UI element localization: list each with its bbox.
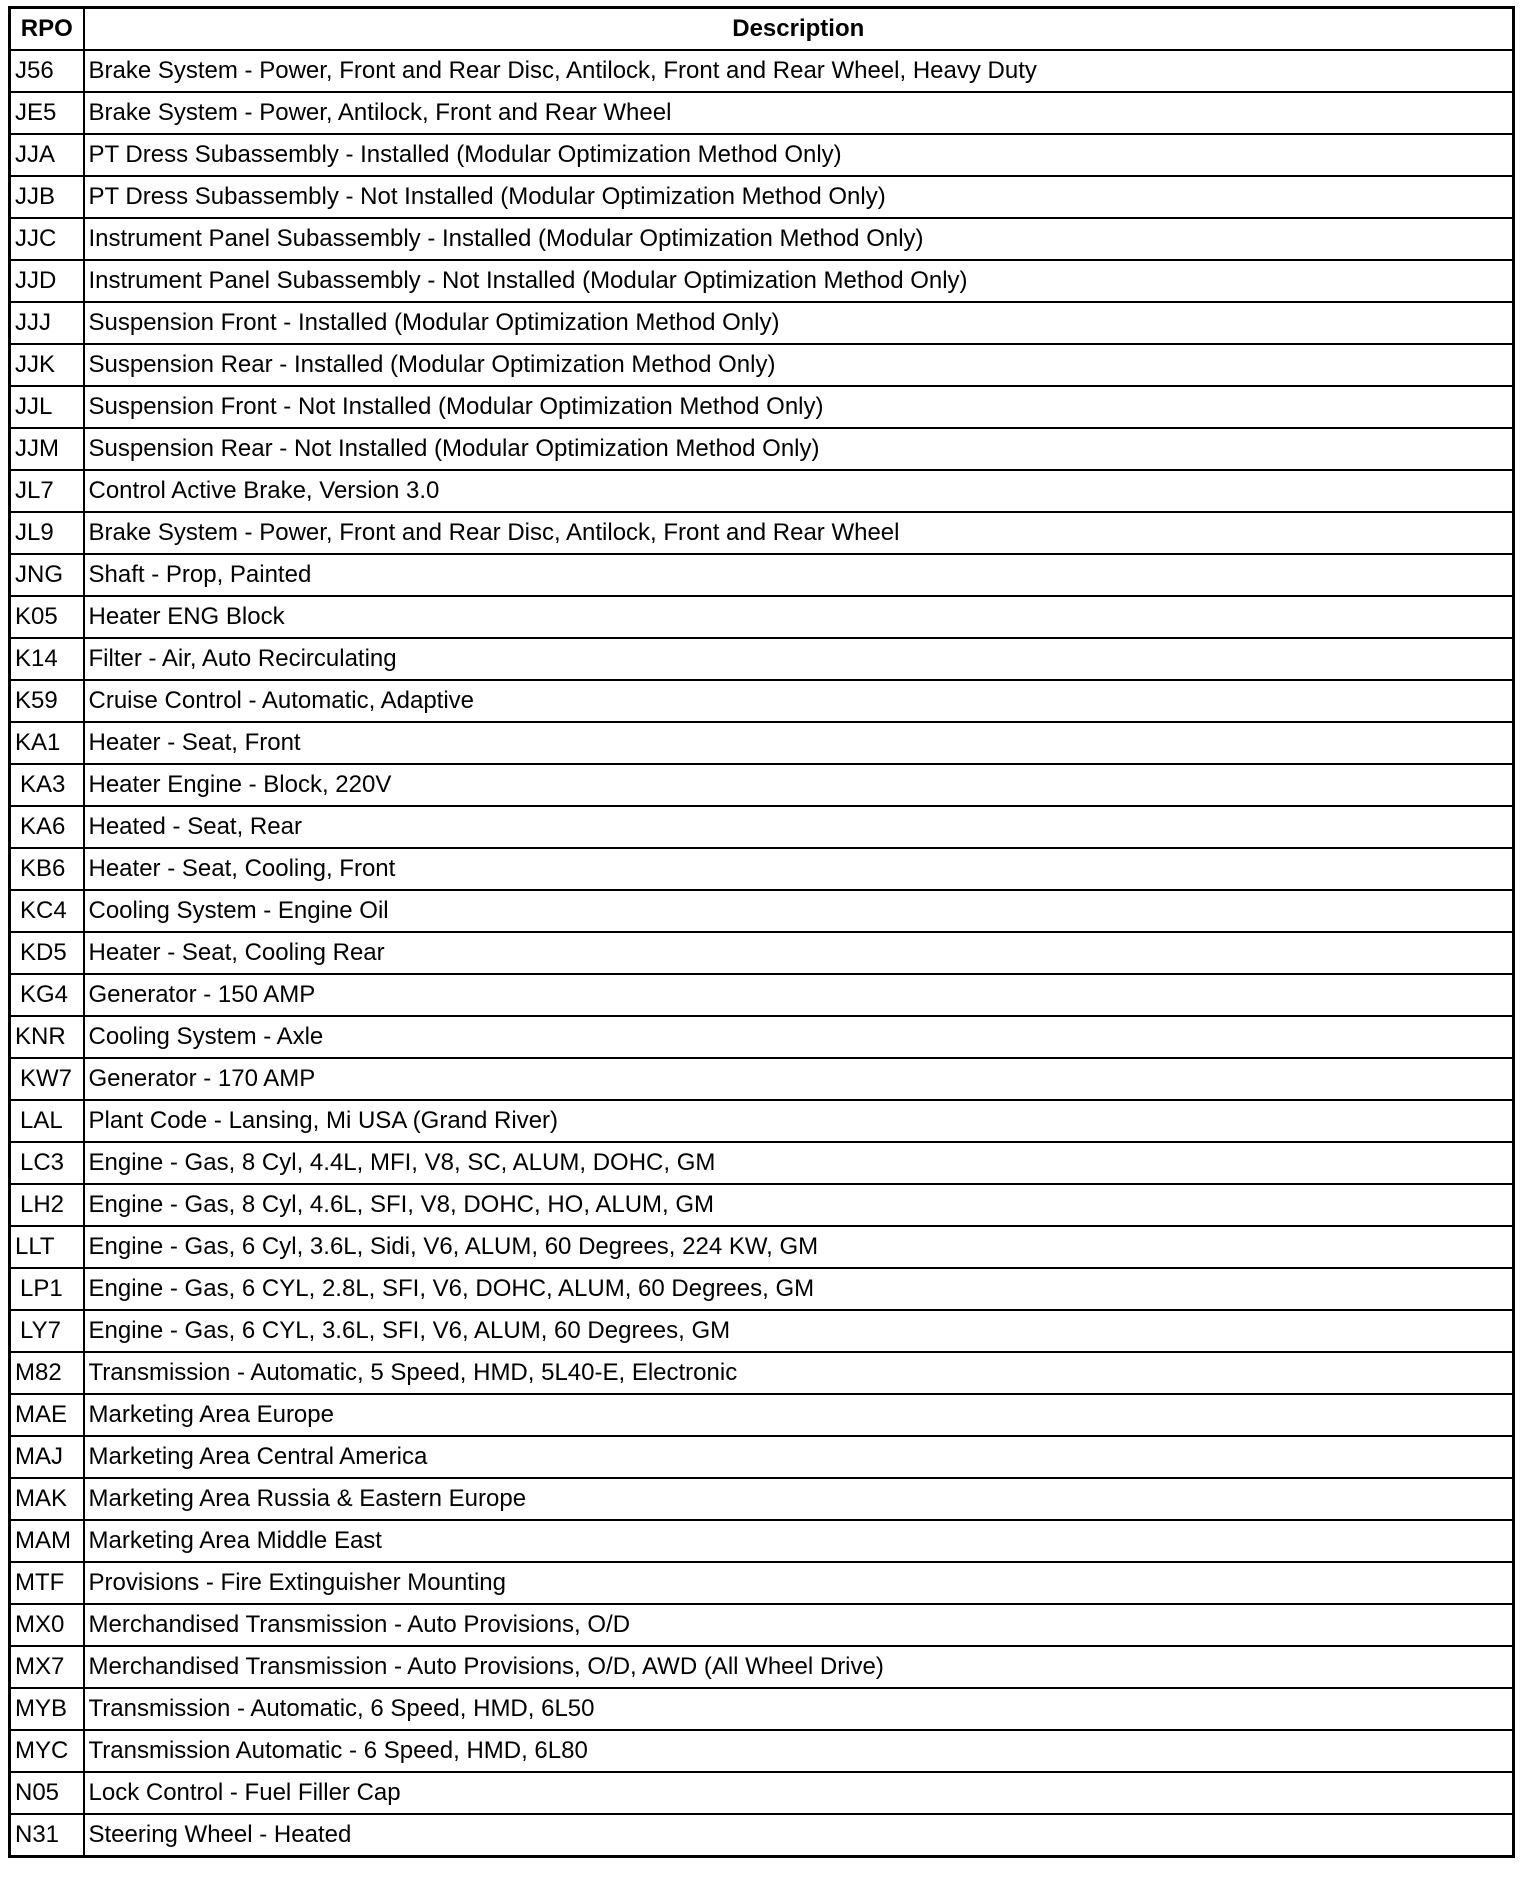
description-cell: Cruise Control - Automatic, Adaptive (84, 680, 1514, 722)
description-cell: Suspension Front - Not Installed (Modular Optimization Method Only) (84, 386, 1514, 428)
description-cell: Heater - Seat, Cooling, Front (84, 848, 1514, 890)
rpo-code-cell: KC4 (10, 890, 84, 932)
rpo-code-cell: JJC (10, 218, 84, 260)
description-cell: Suspension Front - Installed (Modular Optimization Method Only) (84, 302, 1514, 344)
table-row (10, 512, 1514, 554)
rpo-code-cell: K59 (10, 680, 84, 722)
table-row (10, 1016, 1514, 1058)
description-cell: Generator - 170 AMP (84, 1058, 1514, 1100)
table-row (10, 218, 1514, 260)
description-cell: Control Active Brake, Version 3.0 (84, 470, 1514, 512)
table-row (10, 1772, 1514, 1814)
description-cell: Merchandised Transmission - Auto Provisions, O/D (84, 1604, 1514, 1646)
description-cell: Engine - Gas, 6 CYL, 3.6L, SFI, V6, ALUM, 60 Degrees, GM (84, 1310, 1514, 1352)
description-cell: Heater - Seat, Cooling Rear (84, 932, 1514, 974)
rpo-code-cell: LY7 (10, 1310, 84, 1352)
table-row (10, 1436, 1514, 1478)
table-row (10, 680, 1514, 722)
table-row (10, 722, 1514, 764)
description-cell: Generator - 150 AMP (84, 974, 1514, 1016)
table-row (10, 596, 1514, 638)
rpo-code-cell: KG4 (10, 974, 84, 1016)
table-row (10, 1562, 1514, 1604)
description-cell: Engine - Gas, 6 CYL, 2.8L, SFI, V6, DOHC, ALUM, 60 Degrees, GM (84, 1268, 1514, 1310)
description-cell: Brake System - Power, Front and Rear Disc, Antilock, Front and Rear Wheel (84, 512, 1514, 554)
rpo-code-cell: LLT (10, 1226, 84, 1268)
rpo-code-cell: LH2 (10, 1184, 84, 1226)
table-row (10, 890, 1514, 932)
table-row (10, 1100, 1514, 1142)
rpo-code-cell: MYC (10, 1730, 84, 1772)
rpo-code-cell: K14 (10, 638, 84, 680)
rpo-code-cell: LP1 (10, 1268, 84, 1310)
description-cell: PT Dress Subassembly - Installed (Modular Optimization Method Only) (84, 134, 1514, 176)
description-cell: Lock Control - Fuel Filler Cap (84, 1772, 1514, 1814)
table-row (10, 470, 1514, 512)
table-row (10, 1226, 1514, 1268)
description-cell: Marketing Area Russia & Eastern Europe (84, 1478, 1514, 1520)
table-row (10, 1646, 1514, 1688)
table-row (10, 176, 1514, 218)
rpo-code-cell: MAM (10, 1520, 84, 1562)
description-cell: Marketing Area Central America (84, 1436, 1514, 1478)
rpo-code-cell: KA6 (10, 806, 84, 848)
rpo-code-cell: MYB (10, 1688, 84, 1730)
description-cell: Transmission Automatic - 6 Speed, HMD, 6L80 (84, 1730, 1514, 1772)
description-cell: Suspension Rear - Not Installed (Modular Optimization Method Only) (84, 428, 1514, 470)
description-cell: Provisions - Fire Extinguisher Mounting (84, 1562, 1514, 1604)
table-row (10, 1058, 1514, 1100)
table-row (10, 974, 1514, 1016)
rpo-code-cell: JJJ (10, 302, 84, 344)
table-row (10, 1268, 1514, 1310)
rpo-code-cell: LAL (10, 1100, 84, 1142)
table-row (10, 1814, 1514, 1857)
rpo-code-cell: JJD (10, 260, 84, 302)
description-cell: Merchandised Transmission - Auto Provisions, O/D, AWD (All Wheel Drive) (84, 1646, 1514, 1688)
description-cell: Instrument Panel Subassembly - Not Installed (Modular Optimization Method Only) (84, 260, 1514, 302)
rpo-code-cell: MAE (10, 1394, 84, 1436)
rpo-code-cell: LC3 (10, 1142, 84, 1184)
table-row (10, 134, 1514, 176)
table-row (10, 428, 1514, 470)
table-row (10, 260, 1514, 302)
description-cell: Instrument Panel Subassembly - Installed (Modular Optimization Method Only) (84, 218, 1514, 260)
table-row (10, 806, 1514, 848)
description-cell: Cooling System - Engine Oil (84, 890, 1514, 932)
rpo-code-cell: N31 (10, 1814, 84, 1857)
description-cell: Shaft - Prop, Painted (84, 554, 1514, 596)
table-row (10, 1730, 1514, 1772)
rpo-code-cell: JJA (10, 134, 84, 176)
table-row (10, 1142, 1514, 1184)
rpo-code-cell: JNG (10, 554, 84, 596)
description-cell: Suspension Rear - Installed (Modular Optimization Method Only) (84, 344, 1514, 386)
table-row (10, 932, 1514, 974)
table-row (10, 1352, 1514, 1394)
description-cell: Heater - Seat, Front (84, 722, 1514, 764)
description-cell: Heater Engine - Block, 220V (84, 764, 1514, 806)
rpo-code-cell: K05 (10, 596, 84, 638)
description-cell: Heater ENG Block (84, 596, 1514, 638)
rpo-code-cell: JJK (10, 344, 84, 386)
table-row (10, 1604, 1514, 1646)
table-row (10, 50, 1514, 92)
rpo-code-cell: KA1 (10, 722, 84, 764)
rpo-code-cell: MTF (10, 1562, 84, 1604)
rpo-code-cell: M82 (10, 1352, 84, 1394)
rpo-table (8, 6, 1515, 1858)
table-row (10, 1394, 1514, 1436)
table-row (10, 764, 1514, 806)
description-cell: Transmission - Automatic, 6 Speed, HMD, 6L50 (84, 1688, 1514, 1730)
description-cell: Cooling System - Axle (84, 1016, 1514, 1058)
description-cell: PT Dress Subassembly - Not Installed (Modular Optimization Method Only) (84, 176, 1514, 218)
description-cell: Marketing Area Europe (84, 1394, 1514, 1436)
rpo-code-cell: JL9 (10, 512, 84, 554)
description-cell: Plant Code - Lansing, Mi USA (Grand River) (84, 1100, 1514, 1142)
rpo-code-cell: JJM (10, 428, 84, 470)
table-row (10, 92, 1514, 134)
description-cell: Engine - Gas, 8 Cyl, 4.4L, MFI, V8, SC, ALUM, DOHC, GM (84, 1142, 1514, 1184)
table-row (10, 638, 1514, 680)
rpo-code-cell: JL7 (10, 470, 84, 512)
rpo-code-cell: MAJ (10, 1436, 84, 1478)
rpo-code-cell: JJL (10, 386, 84, 428)
description-cell: Engine - Gas, 6 Cyl, 3.6L, Sidi, V6, ALUM, 60 Degrees, 224 KW, GM (84, 1226, 1514, 1268)
description-cell: Transmission - Automatic, 5 Speed, HMD, 5L40-E, Electronic (84, 1352, 1514, 1394)
rpo-code-cell: JJB (10, 176, 84, 218)
table-row (10, 344, 1514, 386)
description-cell: Brake System - Power, Front and Rear Disc, Antilock, Front and Rear Wheel, Heavy Duty (84, 50, 1514, 92)
column-header-description: Description (84, 8, 1514, 51)
table-row (10, 1310, 1514, 1352)
rpo-code-cell: KW7 (10, 1058, 84, 1100)
rpo-code-cell: KD5 (10, 932, 84, 974)
rpo-code-cell: J56 (10, 50, 84, 92)
table-row (10, 554, 1514, 596)
description-cell: Filter - Air, Auto Recirculating (84, 638, 1514, 680)
table-row (10, 1520, 1514, 1562)
description-cell: Steering Wheel - Heated (84, 1814, 1514, 1857)
rpo-code-cell: MX0 (10, 1604, 84, 1646)
rpo-code-cell: KB6 (10, 848, 84, 890)
rpo-code-cell: KA3 (10, 764, 84, 806)
table-row (10, 1688, 1514, 1730)
table-row (10, 302, 1514, 344)
rpo-code-cell: KNR (10, 1016, 84, 1058)
table-row (10, 386, 1514, 428)
description-cell: Engine - Gas, 8 Cyl, 4.6L, SFI, V8, DOHC, HO, ALUM, GM (84, 1184, 1514, 1226)
table-header-row (10, 8, 1514, 51)
rpo-code-cell: MAK (10, 1478, 84, 1520)
description-cell: Brake System - Power, Antilock, Front and Rear Wheel (84, 92, 1514, 134)
rpo-code-cell: MX7 (10, 1646, 84, 1688)
rpo-code-cell: N05 (10, 1772, 84, 1814)
table-row (10, 1478, 1514, 1520)
description-cell: Heated - Seat, Rear (84, 806, 1514, 848)
table-body (10, 50, 1514, 1857)
description-cell: Marketing Area Middle East (84, 1520, 1514, 1562)
table-row (10, 1184, 1514, 1226)
table-row (10, 848, 1514, 890)
column-header-rpo: RPO (10, 8, 84, 51)
rpo-code-cell: JE5 (10, 92, 84, 134)
